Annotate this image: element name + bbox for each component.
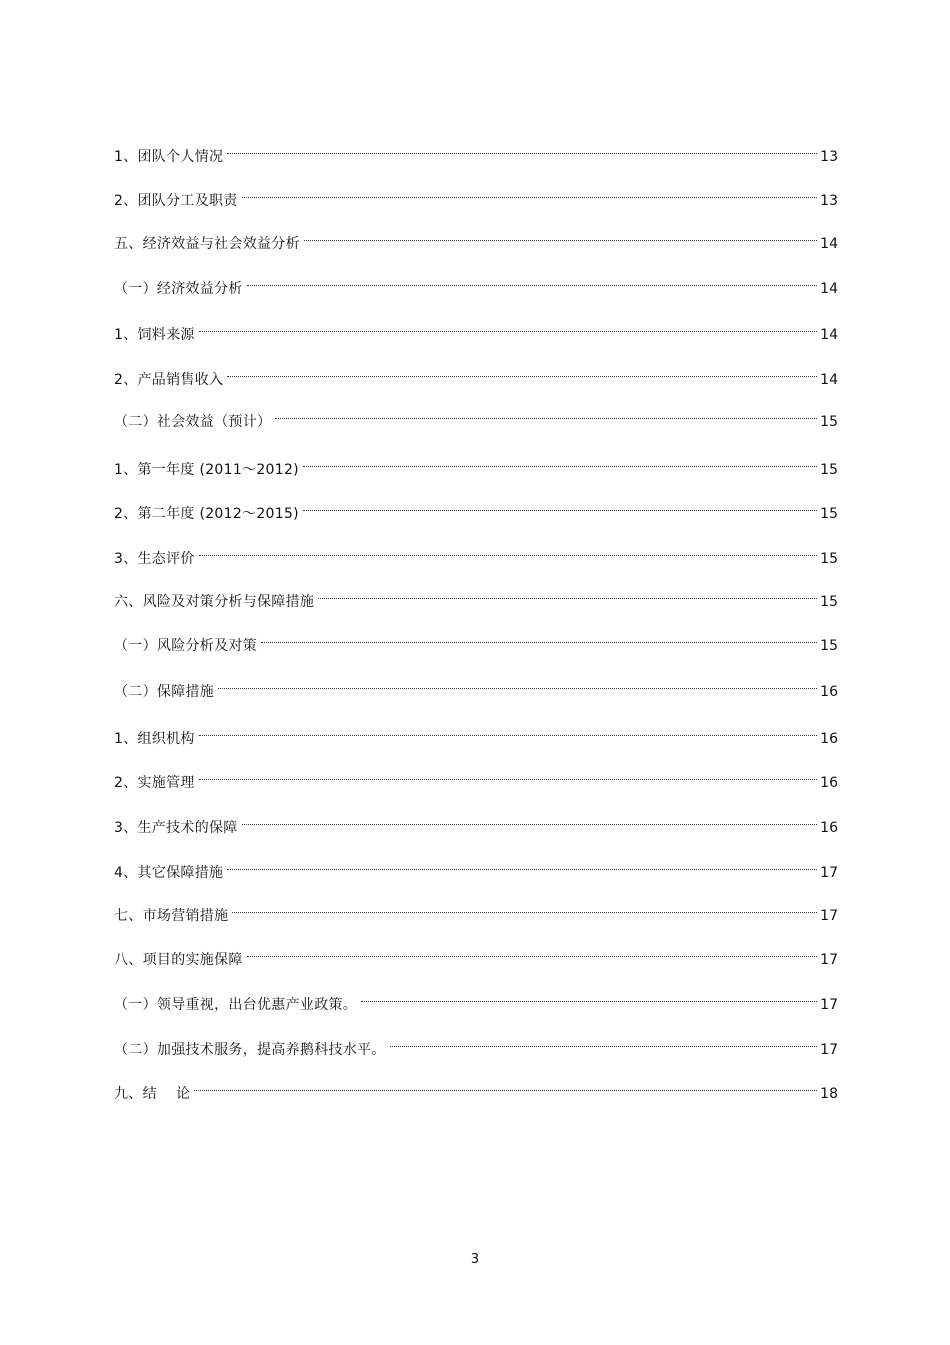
toc-entry-title: 2、产品销售收入: [114, 372, 224, 388]
toc-entry-page: 13: [820, 193, 838, 209]
toc-entry[interactable]: [114, 673, 838, 700]
toc-entry[interactable]: [114, 941, 838, 968]
toc-entry[interactable]: [114, 854, 838, 881]
toc-entry-title: 1、组织机构: [114, 731, 195, 747]
toc-entry-page: 16: [820, 731, 838, 747]
toc-leader-dots: [261, 620, 817, 643]
page-number: 3: [470, 1252, 480, 1267]
toc-entry-page: 15: [820, 638, 838, 654]
toc-leader-dots: [318, 576, 817, 599]
toc-leader-dots: [242, 175, 818, 198]
toc-entry[interactable]: [114, 138, 838, 165]
toc-entry-title: 九、结 论: [114, 1086, 191, 1102]
toc-leader-dots: [303, 444, 817, 467]
toc-entry-title: 3、生态评价: [114, 551, 195, 567]
toc-entry-title: 1、第一年度 (2011～2012): [114, 462, 299, 478]
toc-entry[interactable]: [114, 897, 838, 924]
toc-entry-title: （一）风险分析及对策: [114, 638, 257, 654]
toc-entry-title: 1、饲料来源: [114, 327, 195, 343]
toc-entry-title: （二）保障措施: [114, 684, 215, 700]
toc-entry-title: 2、实施管理: [114, 775, 195, 791]
toc-entry-title: 五、经济效益与社会效益分析: [114, 236, 300, 252]
toc-leader-dots: [199, 309, 817, 332]
toc-leader-dots: [275, 396, 817, 419]
toc-entry-page: 14: [820, 281, 838, 297]
toc-leader-dots: [199, 533, 817, 556]
toc-entry[interactable]: [114, 627, 838, 654]
toc-entry-title: （一）领导重视，出台优惠产业政策。: [114, 997, 358, 1013]
toc-entry-page: 15: [820, 414, 838, 430]
toc-entry-title: 2、团队分工及职责: [114, 193, 238, 209]
toc-entry-page: 17: [820, 952, 838, 968]
toc-leader-dots: [242, 802, 818, 825]
toc-entry-title: 3、生产技术的保障: [114, 820, 238, 836]
toc-leader-dots: [199, 757, 817, 780]
toc-leader-dots: [218, 666, 817, 689]
toc-entry-page: 16: [820, 684, 838, 700]
toc-leader-dots: [390, 1024, 817, 1047]
toc-leader-dots: [361, 979, 817, 1002]
toc-entry[interactable]: [114, 720, 838, 747]
toc-entry-title: 六、风险及对策分析与保障措施: [114, 594, 315, 610]
toc-entry[interactable]: [114, 764, 838, 791]
toc-entry-page: 17: [820, 908, 838, 924]
toc-entry[interactable]: [114, 1075, 838, 1102]
toc-entry[interactable]: [114, 540, 838, 567]
toc-entry[interactable]: [114, 986, 838, 1013]
toc-leader-dots: [247, 263, 817, 286]
toc-entry-page: 14: [820, 327, 838, 343]
toc-entry[interactable]: [114, 583, 838, 610]
toc-entry-title: （一）经济效益分析: [114, 281, 243, 297]
toc-leader-dots: [232, 890, 817, 913]
toc-entry-title: （二）加强技术服务，提高养鹅科技水平。: [114, 1042, 386, 1058]
toc-entry[interactable]: [114, 809, 838, 836]
toc-entry-page: 16: [820, 820, 838, 836]
toc-entry[interactable]: [114, 225, 838, 252]
toc-entry[interactable]: [114, 182, 838, 209]
toc-leader-dots: [227, 131, 817, 154]
toc-entry-page: 17: [820, 997, 838, 1013]
toc-entry[interactable]: [114, 403, 838, 430]
toc-entry[interactable]: [114, 361, 838, 388]
toc-leader-dots: [199, 713, 817, 736]
toc-entry-page: 16: [820, 775, 838, 791]
toc-entry-page: 17: [820, 865, 838, 881]
toc-entry-page: 17: [820, 1042, 838, 1058]
toc-entry-title: 八、项目的实施保障: [114, 952, 243, 968]
toc-entry-page: 15: [820, 594, 838, 610]
toc-entry-page: 15: [820, 506, 838, 522]
toc-entry-page: 18: [820, 1086, 838, 1102]
toc-entry[interactable]: [114, 270, 838, 297]
toc-entry[interactable]: [114, 316, 838, 343]
toc-entry-page: 14: [820, 372, 838, 388]
toc-entry-title: 七、市场营销措施: [114, 908, 229, 924]
toc-entry[interactable]: [114, 451, 838, 478]
toc-leader-dots: [303, 488, 817, 511]
toc-leader-dots: [304, 218, 817, 241]
toc-entry-title: 2、第二年度 (2012～2015): [114, 506, 299, 522]
toc-entry-title: 4、其它保障措施: [114, 865, 224, 881]
toc-entry[interactable]: [114, 1031, 838, 1058]
toc-entry-page: 15: [820, 462, 838, 478]
toc-entry[interactable]: [114, 495, 838, 522]
toc-entry-page: 15: [820, 551, 838, 567]
toc-entry-title: 1、团队个人情况: [114, 149, 224, 165]
toc-entry-page: 13: [820, 149, 838, 165]
toc-leader-dots: [227, 354, 817, 377]
toc-leader-dots: [227, 847, 817, 870]
toc-entry-page: 14: [820, 236, 838, 252]
toc-leader-dots: [247, 934, 817, 957]
toc-entry-title: （二）社会效益（预计）: [114, 414, 272, 430]
toc-leader-dots: [194, 1068, 817, 1091]
